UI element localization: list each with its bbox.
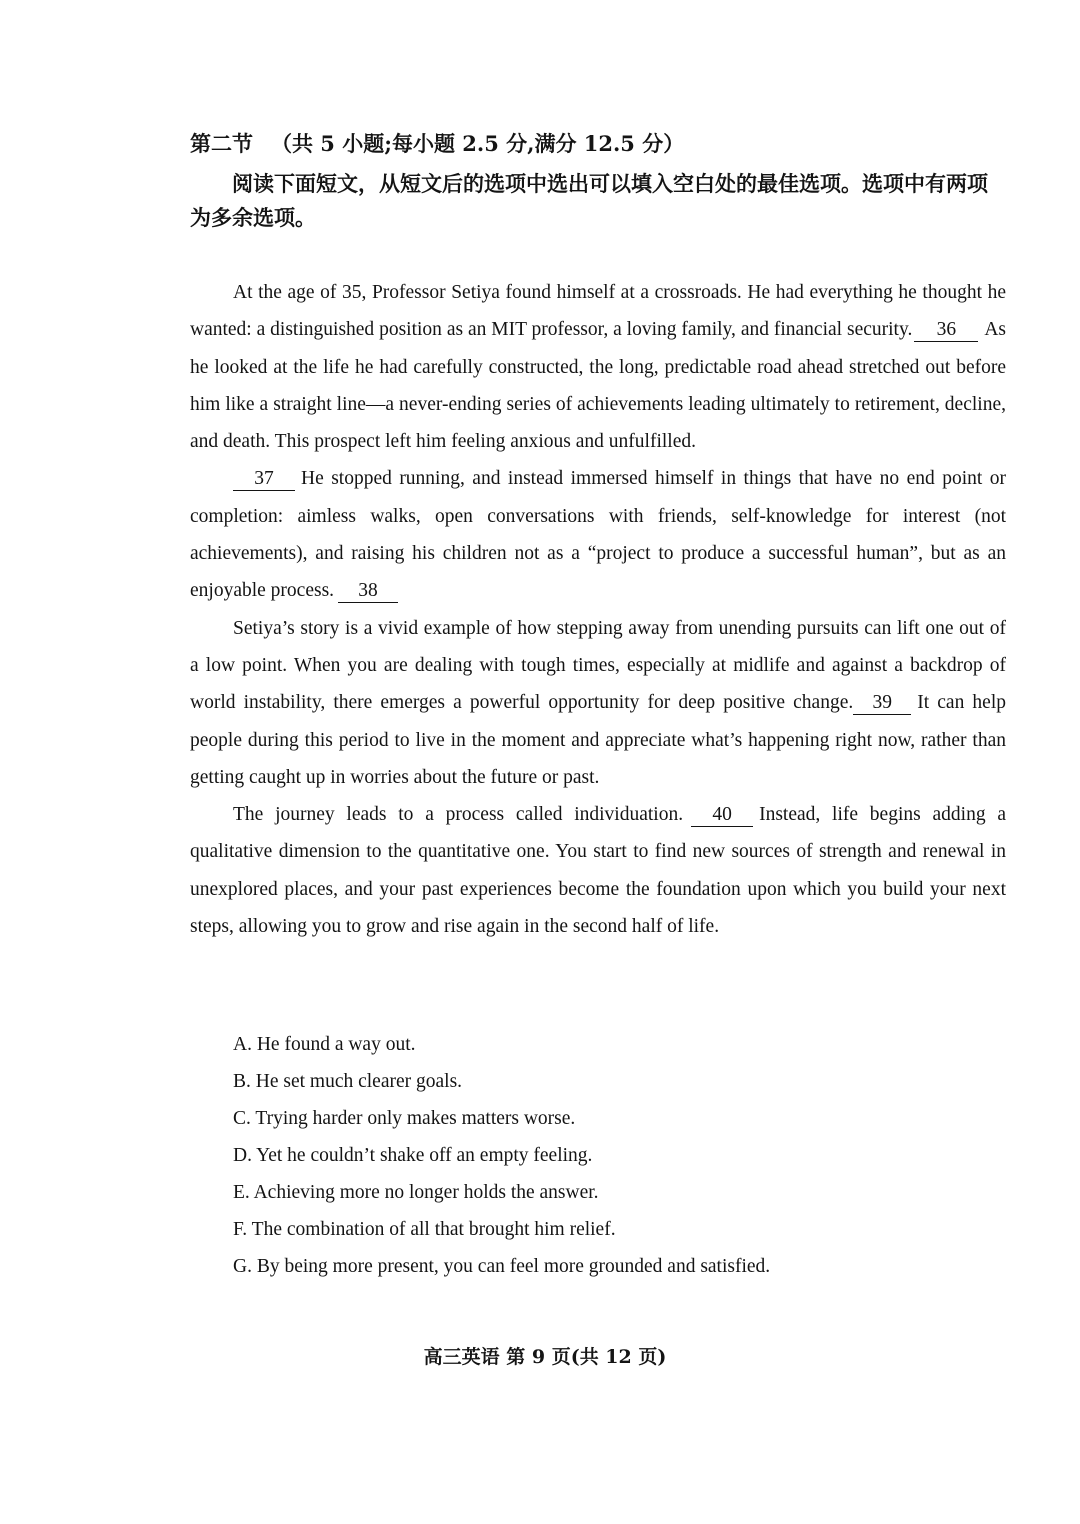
blank-40: 40 <box>691 804 753 827</box>
passage-paragraph-4 <box>190 796 1006 945</box>
paragraph-text: As he looked at the life he had carefully constructed, the long, predictable road ahead stretched out before him like a straight line—a never-ending series of achievements leading ultimately to retirement, decline, and death. This prospect left him feeling anxious and unfulfilled. <box>190 319 1006 453</box>
blank-37: 37 <box>233 468 295 491</box>
section-heading <box>190 128 684 158</box>
paragraph-text: At the age of 35, Professor Setiya found himself at a crossroads. He had everything he thought he wanted: a distinguished position as an MIT professor, a loving family, and financial security. <box>190 282 1006 341</box>
section-title: 第二节 <box>190 131 253 156</box>
paragraph-text: It can help people during this period to live in the moment and appreciate what’s happening right now, rather than getting caught up in worries about the future or past. <box>190 692 1006 788</box>
section-instruction: 阅读下面短文，从短文后的选项中选出可以填入空白处的最佳选项。选项中有两项为多余选项。 <box>190 171 988 230</box>
passage-paragraph-3 <box>190 610 1006 796</box>
section-scoring-rule: （共 5 小题;每小题 2.5 分,满分 12.5 分） <box>271 131 685 156</box>
page-footer: 高三英语 第 9 页(共 12 页) <box>423 1346 667 1368</box>
paragraph-text: He stopped running, and instead immersed himself in things that have no end point or completion: aimless walks, open conversations with friends, self-knowledge for interest (not achievements), and raising his children not as a “project to produce a successful human”, but as an enjoyable process. <box>190 468 1006 602</box>
blank-36: 36 <box>914 319 978 342</box>
passage-paragraph-1 <box>190 274 1006 460</box>
option-g: G. By being more present, you can feel more grounded and satisfied. <box>233 1256 771 1277</box>
reading-passage <box>190 274 1006 945</box>
paragraph-text: The journey leads to a process called individuation. <box>233 804 684 826</box>
blank-39: 39 <box>853 692 911 715</box>
answer-options <box>233 1026 993 1285</box>
option-a: A. He found a way out. <box>233 1034 416 1055</box>
paragraph-text: Instead, life begins adding a qualitative dimension to the quantitative one. You start to find new sources of strength and renewal in unexplored places, and your past experiences become the foundation upon which you build your next steps, allowing you to grow and rise again in the second half of life. <box>190 804 1006 938</box>
option-c: C. Trying harder only makes matters worse. <box>233 1108 576 1129</box>
blank-38: 38 <box>338 580 398 603</box>
paragraph-text: Setiya’s story is a vivid example of how stepping away from unending pursuits can lift one out of a low point. When you are dealing with tough times, especially at midlife and against a backdrop of world instability, there emerges a powerful opportunity for deep positive change. <box>190 617 1006 714</box>
passage-paragraph-2 <box>190 460 1006 609</box>
option-d: D. Yet he couldn’t shake off an empty feeling. <box>233 1145 593 1166</box>
option-b: B. He set much clearer goals. <box>233 1071 463 1092</box>
option-f: F. The combination of all that brought him relief. <box>233 1219 616 1240</box>
option-e: E. Achieving more no longer holds the answer. <box>233 1182 599 1203</box>
